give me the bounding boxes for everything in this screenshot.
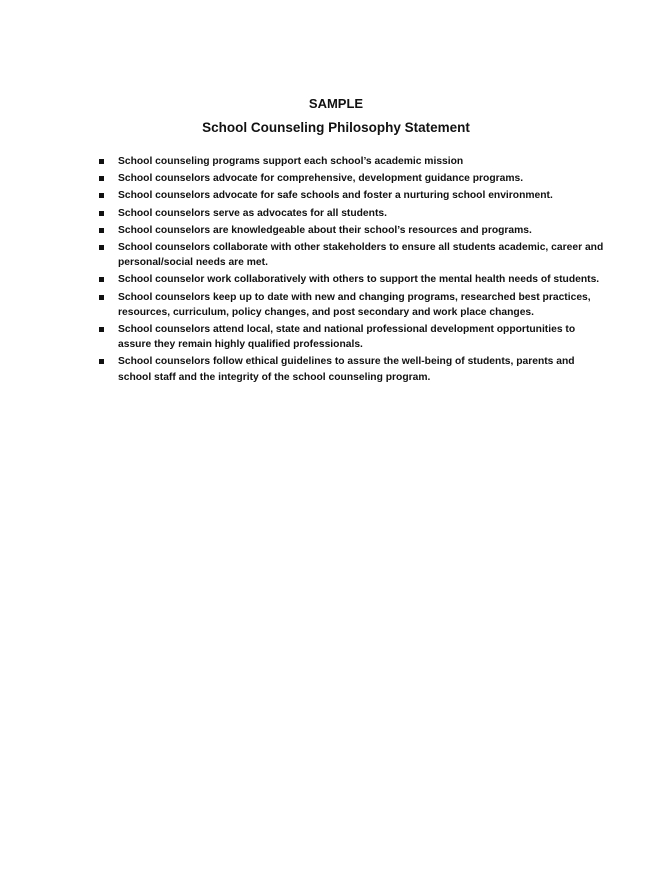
list-item [96, 188, 606, 203]
square-bullet-icon [99, 277, 104, 282]
list-item-text: School counselors follow ethical guidelines to assure the well-being of students, parents and school staff and the integrity of the school counseling program. [118, 356, 575, 383]
square-bullet-icon [99, 359, 104, 364]
square-bullet-icon [99, 211, 104, 216]
square-bullet-icon [99, 176, 104, 181]
list-item-text: School counselors collaborate with other stakeholders to ensure all students academic, career and personal/social needs are met. [118, 242, 604, 269]
philosophy-list [96, 154, 606, 387]
list-item-text: School counselors advocate for safe schools and foster a nurturing school environment. [118, 190, 553, 202]
square-bullet-icon [99, 228, 104, 233]
list-item [96, 272, 606, 287]
list-item-text: School counseling programs support each school’s academic mission [118, 156, 464, 167]
square-bullet-icon [99, 159, 104, 164]
list-item [96, 171, 606, 186]
list-item [96, 290, 606, 320]
list-item-text: School counselors are knowledgeable about their school’s resources and programs. [118, 224, 532, 236]
list-item [96, 354, 606, 384]
list-item-text: School counselors serve as advocates for all students. [118, 207, 387, 219]
list-item-text: School counselors advocate for comprehensive, development guidance programs. [118, 173, 524, 185]
list-item [96, 223, 606, 238]
square-bullet-icon [99, 193, 104, 198]
square-bullet-icon [99, 295, 104, 300]
square-bullet-icon [99, 327, 104, 332]
list-item [96, 240, 606, 270]
list-item [96, 206, 606, 221]
list-item-text: School counselors keep up to date with new and changing programs, researched best practices, resources, curriculum, policy changes, and post secondary and work place changes. [118, 291, 591, 318]
document-title: SAMPLE [308, 96, 364, 111]
list-item-text: School counselor work collaboratively with others to support the mental health needs of students. [118, 274, 600, 286]
list-item-text: School counselors attend local, state and national professional development opportunities to assure they remain highly qualified professionals. [118, 324, 576, 351]
document-subtitle: School Counseling Philosophy Statement [202, 120, 470, 135]
list-item [96, 322, 606, 352]
list-item [96, 154, 606, 169]
square-bullet-icon [99, 245, 104, 250]
